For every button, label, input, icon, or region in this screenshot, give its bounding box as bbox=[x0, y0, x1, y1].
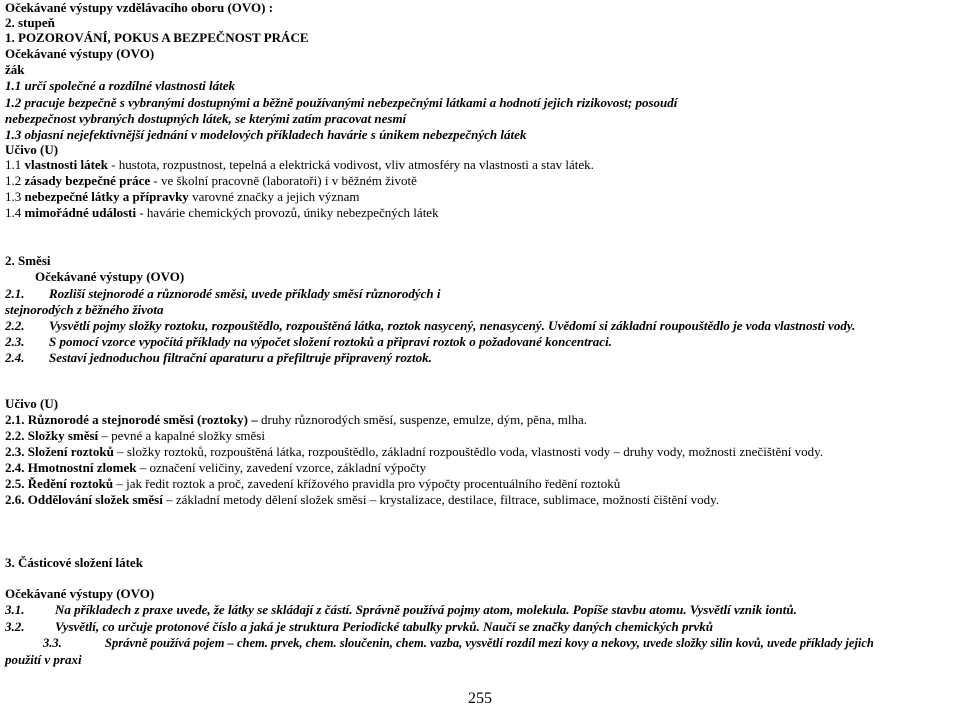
outcome-2-1-cont bbox=[5, 302, 164, 317]
item-number: 2.5. bbox=[5, 476, 25, 491]
item-text: S pomocí vzorce vypočítá příklady na výpočet složení roztoků a připraví roztok o požadované koncentraci. bbox=[49, 334, 612, 349]
curriculum-item-1-2 bbox=[5, 173, 417, 188]
curriculum-item-2-6 bbox=[5, 492, 719, 507]
item-number: 2.3. bbox=[5, 444, 25, 459]
item-term: nebezpečné látky a přípravky bbox=[24, 189, 189, 204]
item-term: Oddělování složek směsí bbox=[27, 492, 163, 507]
item-number: 3.2. bbox=[5, 619, 25, 634]
item-number: 2.3. bbox=[5, 334, 25, 349]
item-text: – pevné a kapalné složky směsi bbox=[98, 428, 265, 443]
curriculum-item-2-5 bbox=[5, 476, 620, 491]
section-1-outcomes-title: Očekávané výstupy (OVO) bbox=[5, 46, 155, 61]
curriculum-item-2-3 bbox=[5, 444, 823, 459]
outcome-2-3 bbox=[5, 334, 612, 349]
curriculum-item-1-1 bbox=[5, 157, 594, 172]
item-term: Složení roztoků bbox=[27, 444, 114, 459]
item-term: Různorodé a stejnorodé směsi (roztoky) – bbox=[27, 412, 258, 427]
item-text: – základní metody dělení složek směsi – krystalizace, destilace, filtrace, sublimace, možnosti čištění vody. bbox=[162, 492, 720, 507]
section-1-curriculum-title: Učivo (U) bbox=[5, 142, 59, 157]
item-number: 2.1. bbox=[5, 286, 25, 301]
item-number: 1.1 bbox=[5, 157, 22, 172]
curriculum-item-2-1 bbox=[5, 412, 587, 427]
student-label: žák bbox=[5, 62, 25, 77]
curriculum-item-2-4 bbox=[5, 460, 426, 475]
item-term: zásady bezpečné práce bbox=[24, 173, 151, 188]
item-text: - ve školní pracovně (laboratoři) i v běžném životě bbox=[150, 173, 417, 188]
outcome-3-1 bbox=[5, 602, 797, 617]
item-text: – jak ředit roztok a proč, zavedení křížového pravidla pro výpočty procentuálního ředění roztoků bbox=[113, 476, 621, 491]
item-number: 1.4 bbox=[5, 205, 22, 220]
outcome-1-1: 1.1 určí společné a rozdílné vlastnosti látek bbox=[5, 78, 236, 93]
item-number: 2.2. bbox=[5, 428, 25, 443]
section-2-curriculum-title: Učivo (U) bbox=[5, 396, 59, 411]
item-text: varovné značky a jejich význam bbox=[188, 189, 360, 204]
outcome-2-1 bbox=[5, 286, 440, 301]
header-title: Očekávané výstupy vzdělávacího oboru (OVO) : bbox=[5, 0, 274, 15]
section-3-title: 3. Částicové složení látek bbox=[5, 555, 143, 570]
item-number: 2.4. bbox=[5, 350, 25, 365]
item-number: 1.2 bbox=[5, 173, 22, 188]
item-number: 1.3 bbox=[5, 189, 22, 204]
item-text: - hustota, rozpustnost, tepelná a elektrická vodivost, vliv atmosféry na vlastnosti a stav látek. bbox=[107, 157, 594, 172]
item-text: Rozliší stejnorodé a různorodé směsi, uvede příklady směsí různorodých i bbox=[49, 286, 441, 301]
curriculum-item-1-3 bbox=[5, 189, 360, 204]
outcome-1-2-cont: nebezpečnost vybraných dostupných látek, se kterými zatím pracovat nesmí bbox=[5, 111, 407, 126]
item-text: Vysvětlí pojmy složky roztoku, rozpouštědlo, rozpouštěná látka, roztok nasycený, nenasycený. Uvědomí si základní roupouštědlo je voda vlastnosti vody. bbox=[49, 318, 856, 333]
item-term: vlastnosti látek bbox=[24, 157, 108, 172]
outcome-3-2 bbox=[5, 619, 713, 634]
curriculum-item-1-4 bbox=[5, 205, 439, 220]
section-2-outcomes-title: Očekávané výstupy (OVO) bbox=[35, 269, 185, 284]
item-text: – složky roztoků, rozpouštěná látka, rozpouštědlo, základní rozpouštědlo voda, vlastnosti vody – druhy vody, možnosti znečištění vody. bbox=[113, 444, 824, 459]
item-term: Hmotnostní zlomek bbox=[27, 460, 137, 475]
item-text: druhy různorodých směsí, suspenze, emulze, dým, pěna, mlha. bbox=[257, 412, 588, 427]
item-text: Vysvětlí, co určuje protonové číslo a jaká je struktura Periodické tabulky prvků. Naučí se značky daných chemických prvků bbox=[55, 619, 714, 634]
item-text: – označení veličiny, zavedení vzorce, základní výpočty bbox=[136, 460, 427, 475]
item-text: Na příkladech z praxe uvede, že látky se skládají z částí. Správně používá pojmy atom, molekula. Popíše stavbu atomu. Vysvětlí vznik iontů. bbox=[55, 602, 797, 617]
outcome-3-3-cont: použití v praxi bbox=[5, 652, 82, 667]
outcome-3-3 bbox=[43, 636, 874, 651]
page-number: 255 bbox=[468, 690, 492, 707]
section-3-outcomes-title: Očekávané výstupy (OVO) bbox=[5, 586, 155, 601]
section-2-title: 2. Směsi bbox=[5, 253, 51, 268]
item-number: 2.6. bbox=[5, 492, 25, 507]
item-text: stejnorodých z běžného života bbox=[5, 302, 164, 317]
header-level: 2. stupeň bbox=[5, 15, 55, 30]
item-text: Sestaví jednoduchou filtrační aparaturu a přefiltruje připravený roztok. bbox=[49, 350, 432, 365]
item-text: Správně používá pojem – chem. prvek, chem. sloučenin, chem. vazba, vysvětlí rozdíl mezi kovy a nekovy, uvede složky silin kovů, uvede příklady jejich bbox=[105, 636, 874, 650]
item-term: mimořádné události bbox=[24, 205, 137, 220]
outcome-1-2: 1.2 pracuje bezpečně s vybranými dostupnými a běžně používanými nebezpečnými látkami a hodnotí jejich rizikovost; posoudí bbox=[5, 95, 678, 110]
item-text: - havárie chemických provozů, úniky nebezpečných látek bbox=[136, 205, 439, 220]
item-number: 3.3. bbox=[43, 636, 62, 650]
item-term: Ředění roztoků bbox=[27, 476, 114, 491]
item-number: 3.1. bbox=[5, 602, 25, 617]
section-1-title: 1. POZOROVÁNÍ, POKUS A BEZPEČNOST PRÁCE bbox=[5, 30, 309, 45]
item-number: 2.2. bbox=[5, 318, 25, 333]
item-number: 2.4. bbox=[5, 460, 25, 475]
item-number: 2.1. bbox=[5, 412, 25, 427]
outcome-2-2 bbox=[5, 318, 855, 333]
outcome-2-4 bbox=[5, 350, 432, 365]
item-term: Složky směsí bbox=[27, 428, 99, 443]
outcome-1-3: 1.3 objasní nejefektivnější jednání v modelových příkladech havárie s únikem nebezpečných látek bbox=[5, 127, 527, 142]
curriculum-item-2-2 bbox=[5, 428, 265, 443]
